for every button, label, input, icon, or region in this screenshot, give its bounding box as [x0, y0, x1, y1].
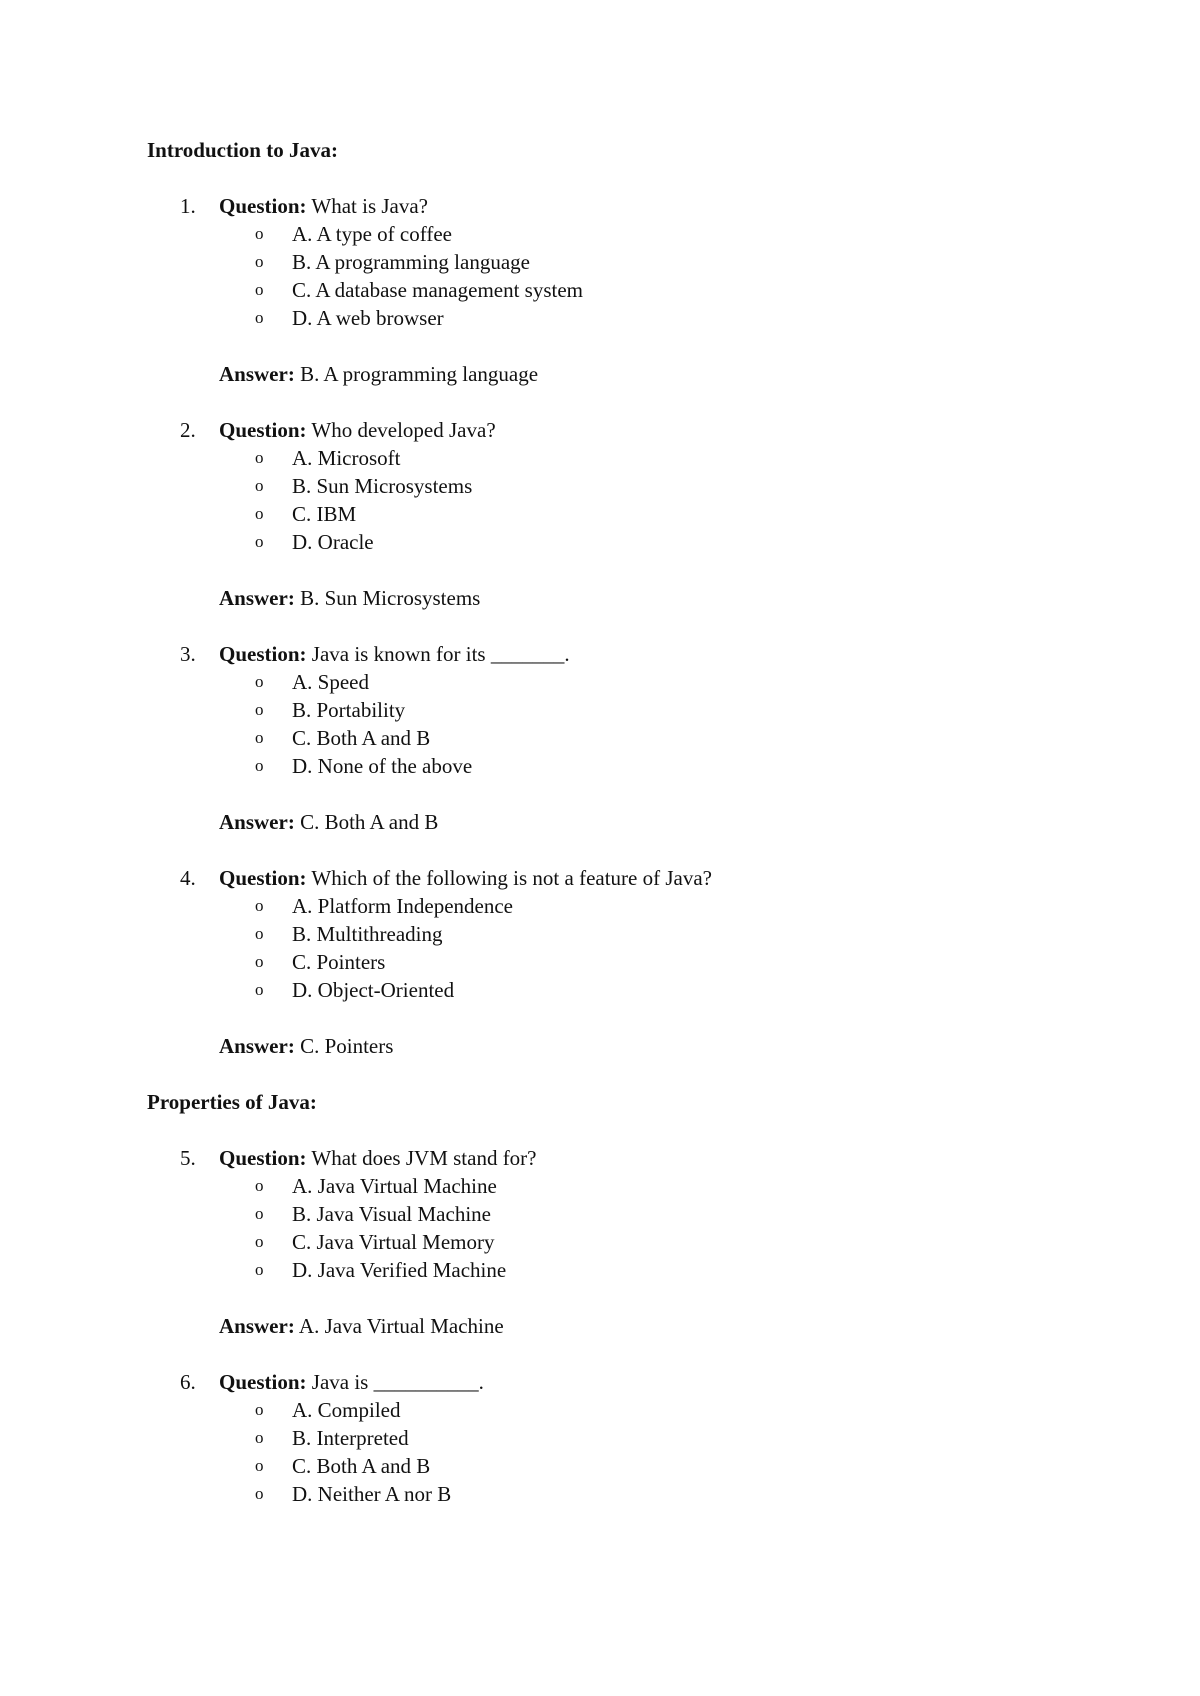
option-item — [147, 1200, 1127, 1228]
question-number: 2. — [180, 418, 196, 442]
option-item — [147, 1480, 1127, 1508]
bullet-icon: o — [255, 532, 264, 551]
option-item — [147, 724, 1127, 752]
question-text: Java is __________. — [306, 1370, 484, 1394]
question-label: Question: — [219, 194, 307, 218]
answer-line — [147, 584, 1127, 612]
bullet-icon: o — [255, 1232, 264, 1251]
section-heading: Properties of Java: — [147, 1090, 317, 1114]
option-item — [147, 248, 1127, 276]
answer-line — [147, 360, 1127, 388]
option-item — [147, 472, 1127, 500]
bullet-icon: o — [255, 1260, 264, 1279]
option-list — [147, 220, 1127, 332]
question-block — [147, 416, 1127, 640]
option-text: B. Java Visual Machine — [292, 1202, 491, 1226]
bullet-icon: o — [255, 1456, 264, 1475]
option-text: D. Java Verified Machine — [292, 1258, 507, 1282]
option-text: C. Both A and B — [292, 1454, 431, 1478]
question-number: 5. — [180, 1146, 196, 1170]
option-text: A. Platform Independence — [292, 894, 514, 918]
option-item — [147, 304, 1127, 332]
question-block — [147, 1368, 1127, 1508]
option-text: C. Java Virtual Memory — [292, 1230, 495, 1254]
option-text: A. Speed — [292, 670, 369, 694]
answer-text: C. Both A and B — [294, 810, 439, 834]
bullet-icon: o — [255, 924, 264, 943]
option-item — [147, 220, 1127, 248]
answer-label: Answer: — [219, 586, 295, 610]
answer-line — [147, 808, 1127, 836]
question-block — [147, 192, 1127, 416]
bullet-icon: o — [255, 280, 264, 299]
option-text: C. Both A and B — [292, 726, 431, 750]
option-item — [147, 892, 1127, 920]
question-line — [147, 416, 1127, 444]
bullet-icon: o — [255, 252, 264, 271]
question-label: Question: — [219, 866, 307, 890]
option-text: B. Interpreted — [292, 1426, 409, 1450]
option-item — [147, 1256, 1127, 1284]
question-line — [147, 192, 1127, 220]
bullet-icon: o — [255, 896, 264, 915]
question-number: 4. — [180, 866, 196, 890]
option-item — [147, 500, 1127, 528]
option-text: D. None of the above — [292, 754, 473, 778]
section-heading: Introduction to Java: — [147, 138, 338, 162]
answer-text: B. A programming language — [294, 362, 539, 386]
option-item — [147, 528, 1127, 556]
option-list — [147, 1396, 1127, 1508]
question-label: Question: — [219, 1370, 307, 1394]
question-number: 6. — [180, 1370, 196, 1394]
option-list — [147, 892, 1127, 1004]
option-text: A. A type of coffee — [292, 222, 452, 246]
question-number: 1. — [180, 194, 196, 218]
option-item — [147, 1452, 1127, 1480]
option-item — [147, 752, 1127, 780]
bullet-icon: o — [255, 672, 264, 691]
option-text: D. Neither A nor B — [292, 1482, 452, 1506]
question-text: What does JVM stand for? — [306, 1146, 537, 1170]
bullet-icon: o — [255, 756, 264, 775]
option-item — [147, 276, 1127, 304]
option-text: B. Multithreading — [292, 922, 443, 946]
option-text: D. A web browser — [292, 306, 444, 330]
answer-text: C. Pointers — [294, 1034, 394, 1058]
bullet-icon: o — [255, 700, 264, 719]
option-item — [147, 976, 1127, 1004]
question-label: Question: — [219, 1146, 307, 1170]
question-line — [147, 1368, 1127, 1396]
question-block — [147, 864, 1127, 1088]
bullet-icon: o — [255, 448, 264, 467]
question-line — [147, 864, 1127, 892]
question-line — [147, 1144, 1127, 1172]
question-text: Java is known for its _______. — [306, 642, 570, 666]
option-text: A. Microsoft — [292, 446, 401, 470]
option-text: C. Pointers — [292, 950, 386, 974]
question-text: Who developed Java? — [306, 418, 496, 442]
answer-label: Answer: — [219, 1034, 295, 1058]
option-text: D. Oracle — [292, 530, 374, 554]
answer-line — [147, 1032, 1127, 1060]
option-list — [147, 1172, 1127, 1284]
option-text: C. IBM — [292, 502, 357, 526]
question-text: Which of the following is not a feature of Java? — [306, 866, 712, 890]
option-text: B. Sun Microsystems — [292, 474, 473, 498]
bullet-icon: o — [255, 1484, 264, 1503]
option-item — [147, 1228, 1127, 1256]
bullet-icon: o — [255, 1428, 264, 1447]
document-page — [147, 136, 1127, 1508]
question-text: What is Java? — [306, 194, 429, 218]
answer-text: A. Java Virtual Machine — [294, 1314, 504, 1338]
bullet-icon: o — [255, 1204, 264, 1223]
option-list — [147, 444, 1127, 556]
option-text: B. A programming language — [292, 250, 530, 274]
option-item — [147, 1172, 1127, 1200]
bullet-icon: o — [255, 952, 264, 971]
option-text: A. Compiled — [292, 1398, 401, 1422]
bullet-icon: o — [255, 308, 264, 327]
answer-label: Answer: — [219, 362, 295, 386]
question-label: Question: — [219, 418, 307, 442]
option-item — [147, 696, 1127, 724]
bullet-icon: o — [255, 728, 264, 747]
option-item — [147, 948, 1127, 976]
answer-label: Answer: — [219, 810, 295, 834]
question-number: 3. — [180, 642, 196, 666]
question-line — [147, 640, 1127, 668]
bullet-icon: o — [255, 1400, 264, 1419]
answer-label: Answer: — [219, 1314, 295, 1338]
option-text: B. Portability — [292, 698, 406, 722]
option-list — [147, 668, 1127, 780]
question-block — [147, 1144, 1127, 1368]
answer-line — [147, 1312, 1127, 1340]
option-item — [147, 920, 1127, 948]
option-text: A. Java Virtual Machine — [292, 1174, 497, 1198]
option-item — [147, 668, 1127, 696]
question-label: Question: — [219, 642, 307, 666]
option-item — [147, 1424, 1127, 1452]
bullet-icon: o — [255, 476, 264, 495]
option-item — [147, 1396, 1127, 1424]
answer-text: B. Sun Microsystems — [294, 586, 481, 610]
bullet-icon: o — [255, 224, 264, 243]
question-block — [147, 640, 1127, 864]
option-text: C. A database management system — [292, 278, 584, 302]
bullet-icon: o — [255, 1176, 264, 1195]
option-item — [147, 444, 1127, 472]
bullet-icon: o — [255, 980, 264, 999]
bullet-icon: o — [255, 504, 264, 523]
option-text: D. Object-Oriented — [292, 978, 455, 1002]
